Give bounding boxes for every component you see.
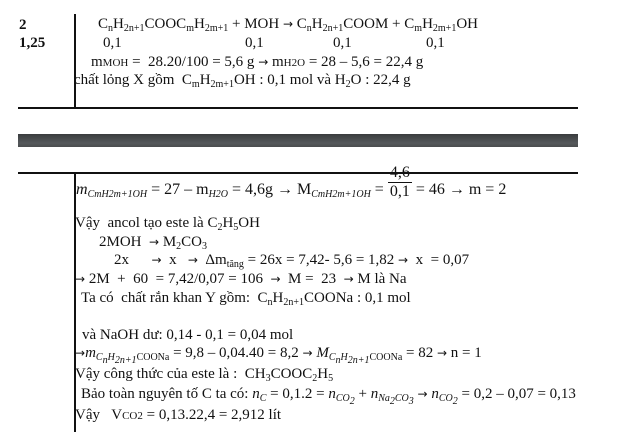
expr-part: = 27 – m: [147, 180, 209, 198]
row-divider-bottom: [18, 172, 578, 174]
row-divider-top: [18, 107, 578, 109]
question-number: 2: [19, 17, 27, 33]
reaction-equation: $C_nH_{2n+1}COOC_mH_{2m+1}$ + MOH → $C_nH_{2n+1}COOM + C_mH_{2m+1}OH$: [98, 16, 478, 34]
column-divider-top: [74, 14, 76, 108]
result-text: = 46 → m = 2: [411, 180, 507, 198]
fraction: [388, 164, 412, 200]
fraction-denominator: 0,1: [389, 182, 410, 200]
mole-base: 0,1: [245, 35, 264, 51]
equals-sign: =: [370, 180, 388, 198]
plus-sign: +: [231, 16, 241, 32]
mass-symbol: m: [76, 180, 88, 198]
base-formula: MOH: [244, 16, 280, 32]
liquid-composition: chất lỏng X gồm $C_mH_{2m+1}OH$ : 0,1 mol và $H_2O$ : 22,4 g: [74, 72, 411, 90]
water-subscript: H2O: [208, 188, 229, 200]
arrow-icon: →: [282, 17, 294, 31]
alcohol-conclusion: Vậy ancol tạo este là $C_2H_5OH$: [75, 215, 260, 233]
mass-calculation: mMOH = 28.20/100 = 5,6 g → mH2O = 28 – 5,6 = 22,4 g: [91, 54, 424, 70]
score-value: 1,25: [19, 35, 46, 51]
mass-increase-line: 2x → $x \to \Delta m_{tăng} = 26x = 7,42-$ 5,6 = 1,82 → x = 0,07: [114, 252, 470, 270]
expr-part: = 4,6g → M: [228, 180, 312, 198]
mole-ester: 0,1: [103, 35, 122, 51]
column-divider-bottom: [74, 172, 76, 432]
page-divider-bar: [18, 134, 578, 147]
co2-volume: Vậy VCO2 = 0,13.22,4 = 2,912 lít: [75, 407, 282, 423]
molar-subscript: CmH2m+1OH: [311, 188, 371, 200]
carbon-conservation: Bảo toàn nguyên tố C ta có: $n_C = 0,1.2 = n_{CO_2} + n_{Na_2CO_3} \to n_{CO_2} = 0,2 - 0,07 = 0,13$: [81, 386, 576, 407]
metal-identification: → 2M + 60 = 7,42/0,07 = 106 → M = 23 → M là Na: [75, 271, 407, 287]
excess-naoh: và NaOH dư: 0,14 - 0,1 = 0,04 mol: [82, 327, 294, 343]
mass-subscript: CmH2m+1OH: [87, 188, 148, 200]
plus-sign: +: [392, 16, 401, 32]
salt-molar-mass-line: $\to m_{C_nH_{2n+1}COONa} = 9,8 - 0,04.40 = 8,2 \to M_{C_nH_{2n+1}COONa} = 82 \to n = 1$: [75, 345, 482, 366]
solid-composition: Ta có chất rắn khan Y gồm: $C_nH_{2n+1}COONa$ : 0,1 mol: [81, 290, 411, 308]
alcohol-molar-mass-line: [76, 164, 507, 200]
mole-alcohol: 0,1: [426, 35, 445, 51]
ester-formula: Vậy công thức của este là : $CH_3COOC_2H_5$: [75, 366, 334, 384]
fraction-numerator: 4,6: [389, 164, 410, 181]
mole-salt: 0,1: [333, 35, 352, 51]
carbonate-reaction: $2MOH \to M_2CO_3$: [99, 234, 208, 252]
